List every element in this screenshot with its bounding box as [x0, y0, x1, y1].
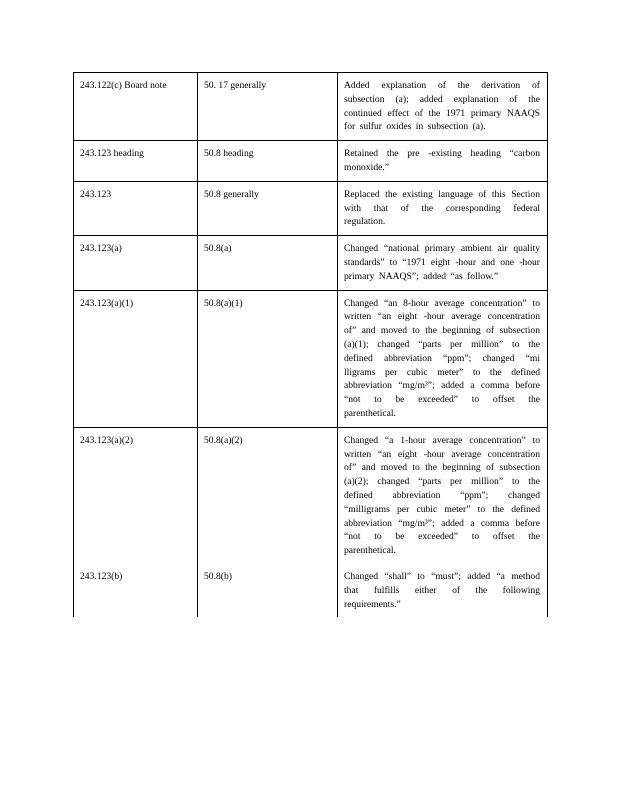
table-row	[74, 141, 548, 182]
change-description-cell: Changed “an 8-hour average concentration” to written “an eight -hour average concentration of” and moved to the beginning of subsection (a)(1); changed “parts per million” to the defined abbreviation “ppm”; changed “mi lligrams per cubic meter” to the defined abbreviation “mg/m³”; added a comma before “not to be exceeded” to offset the parenthetical.	[338, 290, 548, 427]
federal-section-cell: 50.8 generally	[198, 181, 338, 235]
table-row	[74, 181, 548, 235]
federal-section-cell: 50.8(a)	[198, 236, 338, 290]
section-cell: 243.123(a)(2)	[74, 427, 198, 564]
federal-section-cell: 50.8(a)(1)	[198, 290, 338, 427]
section-cell: 243.123(a)	[74, 236, 198, 290]
table-row	[74, 427, 548, 564]
change-description-cell: Changed “shall” to “must”; added “a method that fulfills either of the following requirements.”	[338, 564, 548, 617]
section-cell: 243.122(c) Board note	[74, 73, 198, 141]
section-cell: 243.123(b)	[74, 564, 198, 617]
change-description-cell: Added explanation of the derivation of subsection (a); added explanation of the continued effect of the 1971 primary NAAQS for sulfur oxides in subsection (a).	[338, 73, 548, 141]
section-cell: 243.123(a)(1)	[74, 290, 198, 427]
federal-section-cell: 50.8(a)(2)	[198, 427, 338, 564]
change-description-cell: Replaced the existing language of this Section with that of the corresponding federal regulation.	[338, 181, 548, 235]
section-cell: 243.123	[74, 181, 198, 235]
federal-section-cell: 50.8 heading	[198, 141, 338, 182]
change-description-cell: Retained the pre -existing heading “carbon monoxide.”	[338, 141, 548, 182]
change-description-cell: Changed “a 1-hour average concentration” to written “an eight -hour average concentration of” and moved to the beginning of subsection (a)(2); changed “parts per million” to the defined abbreviation “ppm”; changed “milligrams per cubic meter” to the defined abbreviation “mg/m³”; added a comma before “not to be exceeded” to offset the parenthetical.	[338, 427, 548, 564]
federal-section-cell: 50. 17 generally	[198, 73, 338, 141]
table-row	[74, 290, 548, 427]
change-description-cell: Changed “national primary ambient air quality standards” to “1971 eight -hour and one -hour primary NAAQS”; added “as follow.”	[338, 236, 548, 290]
table-row	[74, 564, 548, 617]
changes-table	[73, 72, 548, 617]
table-row	[74, 73, 548, 141]
section-cell: 243.123 heading	[74, 141, 198, 182]
table-row	[74, 236, 548, 290]
federal-section-cell: 50.8(b)	[198, 564, 338, 617]
